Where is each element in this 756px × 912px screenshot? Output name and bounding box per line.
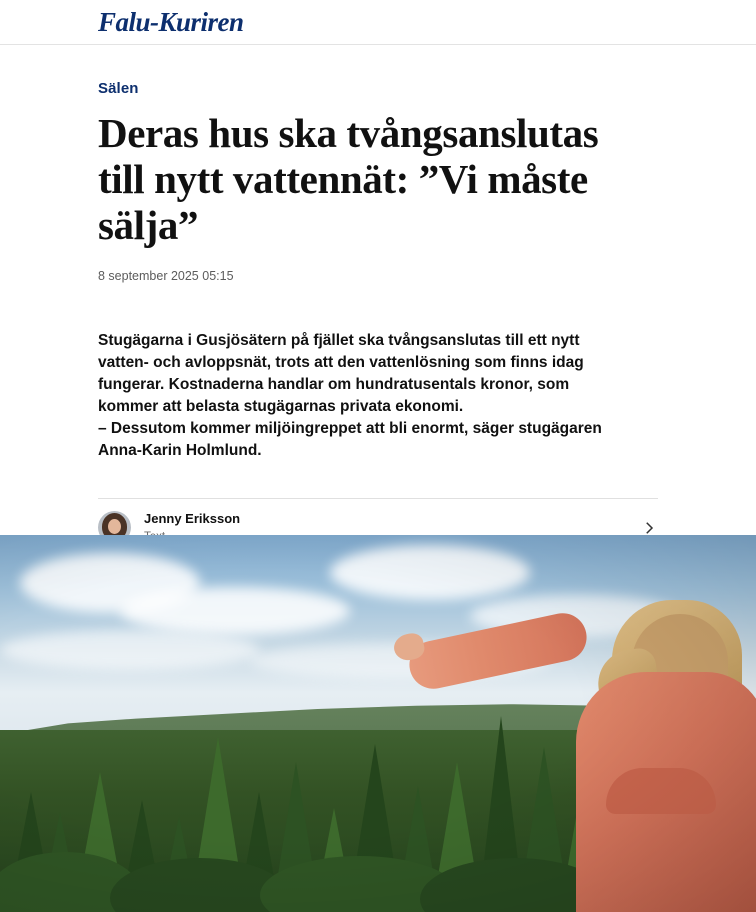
person-in-photo	[526, 572, 756, 912]
lead-paragraph-2: – Dessutom kommer miljöingreppet att bli enormt, säger stugägaren Anna-Karin Holmlund.	[98, 419, 602, 459]
lead-paragraph-1: Stugägarna i Gusjösätern på fjället ska tvångsanslutas till ett nytt vatten- och avloppsnät, trots att den vattenlösning som finns idag fungerar. Kostnaderna handlar om hundratusentals kronor, som kommer att belasta stugägarnas privata ekonomi.	[98, 331, 584, 415]
hero-photo-canvas	[0, 535, 756, 912]
site-header	[0, 0, 756, 45]
article-lead	[98, 330, 610, 462]
article-timestamp: 8 september 2025 05:15	[98, 268, 234, 283]
hero-image	[0, 535, 756, 912]
site-logo[interactable]: Falu-Kuriren	[98, 6, 244, 37]
article-container	[0, 80, 756, 558]
page-title: Deras hus ska tvångsanslutas till nytt vattennät: ”Vi måste sälja”	[98, 110, 599, 248]
byline-author-name: Jenny Eriksson	[144, 510, 241, 526]
article-kicker[interactable]: Sälen	[98, 80, 139, 97]
